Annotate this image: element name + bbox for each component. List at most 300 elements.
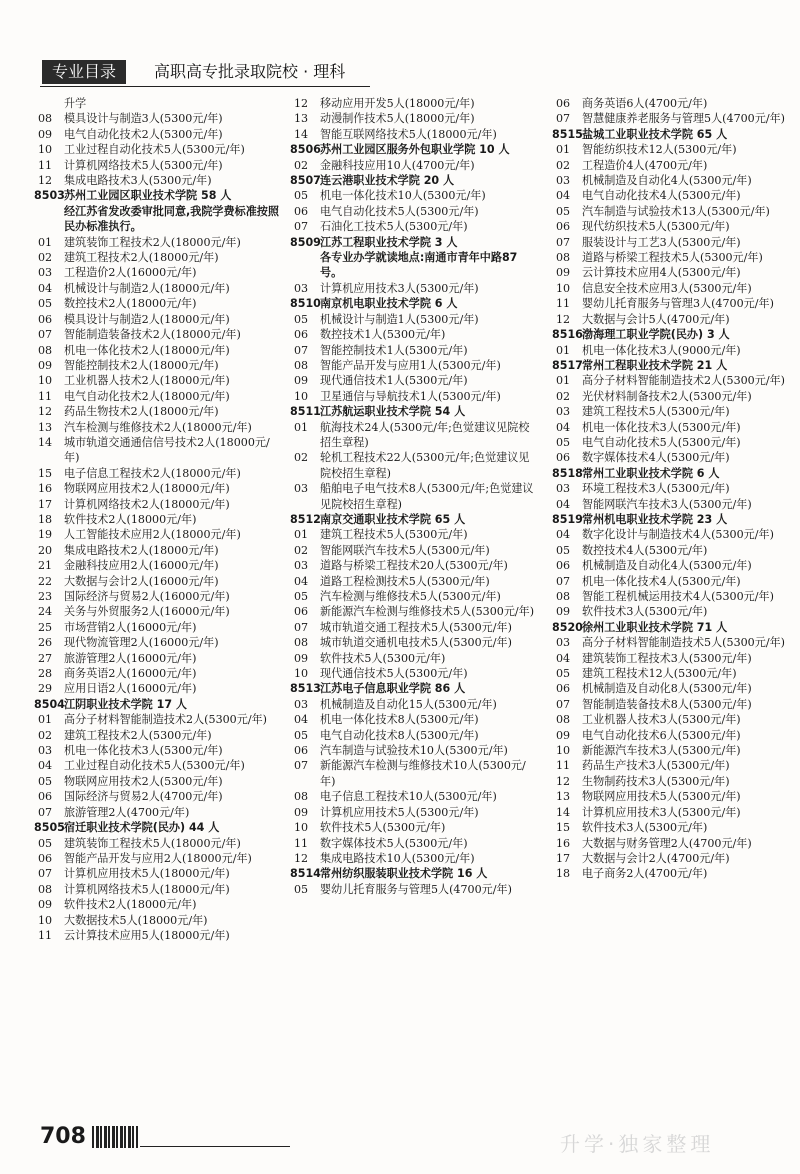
major-entry <box>552 805 794 820</box>
major-entry <box>34 343 282 358</box>
major-entry <box>290 219 538 234</box>
major-entry <box>290 604 538 619</box>
major-code: 07 <box>556 235 571 249</box>
column-3 <box>552 96 794 882</box>
major-text: 机电一体化技术3人(5300元/年) <box>64 744 223 758</box>
major-code: 01 <box>556 343 571 357</box>
major-code: 08 <box>294 790 309 804</box>
school-name: 渤海理工职业学院(民办) 3 人 <box>582 328 730 342</box>
major-code: 04 <box>556 420 571 434</box>
major-entry <box>552 450 794 465</box>
major-text: 新能源汽车技术3人(5300元/年) <box>582 744 741 758</box>
school-code: 8512 <box>290 512 321 526</box>
major-entry <box>552 343 794 358</box>
major-text: 软件技术2人(18000元/年) <box>64 898 197 912</box>
major-text: 电气自动化技术2人(5300元/年) <box>64 127 223 141</box>
major-code: 04 <box>556 497 571 511</box>
major-entry <box>34 466 282 481</box>
major-code: 07 <box>294 343 309 357</box>
major-entry <box>290 728 538 743</box>
major-code: 04 <box>294 713 309 727</box>
school-code: 8505 <box>34 821 65 835</box>
major-text: 新能源汽车检测与维修技术5人(5300元/年) <box>320 605 535 619</box>
major-code: 17 <box>556 851 571 865</box>
school-name: 盐城工业职业技术学院 65 人 <box>582 127 728 141</box>
major-code: 03 <box>294 482 309 496</box>
major-entry <box>552 820 794 835</box>
watermark: 升学·独家整理 <box>560 1132 715 1156</box>
school-name: 常州工业职业技术学院 6 人 <box>582 466 720 480</box>
major-text: 模具设计与制造3人(5300元/年) <box>64 112 223 126</box>
major-code: 04 <box>556 189 571 203</box>
major-code: 08 <box>556 713 571 727</box>
major-text: 机电一体化技术4人(5300元/年) <box>582 574 741 588</box>
major-code: 06 <box>294 328 309 342</box>
school-heading <box>290 142 538 157</box>
major-code: 14 <box>38 435 53 449</box>
major-entry <box>552 158 794 173</box>
footer-rule <box>140 1146 290 1147</box>
major-text: 电子商务2人(4700元/年) <box>582 867 708 881</box>
major-code: 02 <box>38 251 53 265</box>
major-entry <box>34 681 282 696</box>
major-entry <box>552 681 794 696</box>
major-text: 环境工程技术3人(5300元/年) <box>582 482 730 496</box>
major-entry <box>290 589 538 604</box>
major-entry <box>552 789 794 804</box>
major-code: 02 <box>556 389 571 403</box>
major-entry <box>34 882 282 897</box>
major-text: 关务与外贸服务2人(16000元/年) <box>64 605 230 619</box>
major-entry <box>552 281 794 296</box>
major-text: 大数据技术5人(18000元/年) <box>64 913 208 927</box>
major-entry <box>552 235 794 250</box>
major-entry <box>34 712 282 727</box>
major-code: 06 <box>556 682 571 696</box>
major-entry <box>552 589 794 604</box>
major-text: 电气自动化技术5人(5300元/年) <box>320 204 479 218</box>
major-code: 06 <box>294 744 309 758</box>
major-entry <box>552 774 794 789</box>
major-text: 电气自动化技术2人(18000元/年) <box>64 389 230 403</box>
school-name: 连云港职业技术学院 20 人 <box>320 174 455 188</box>
column-2 <box>290 96 538 897</box>
school-code: 8518 <box>552 466 583 480</box>
column-1 <box>34 96 282 943</box>
major-code: 13 <box>556 790 571 804</box>
major-text: 机械制造及自动化4人(5300元/年) <box>582 174 752 188</box>
major-entry <box>290 111 538 126</box>
major-entry <box>290 358 538 373</box>
major-text: 现代通信技术5人(5300元/年) <box>320 667 468 681</box>
major-text: 智能产品开发与应用1人(5300元/年) <box>320 358 501 372</box>
major-code: 09 <box>294 651 309 665</box>
school-name: 江阴职业技术学院 17 人 <box>64 697 188 711</box>
major-code: 03 <box>556 174 571 188</box>
major-code: 06 <box>556 220 571 234</box>
major-code: 16 <box>38 482 53 496</box>
major-entry <box>552 312 794 327</box>
major-entry <box>34 589 282 604</box>
major-code: 18 <box>38 512 53 526</box>
major-entry <box>552 558 794 573</box>
major-code: 04 <box>38 281 53 295</box>
major-code: 09 <box>556 605 571 619</box>
page-header <box>42 60 352 86</box>
major-code: 07 <box>294 759 309 773</box>
major-text: 机械设计与制造2人(18000元/年) <box>64 281 230 295</box>
major-text: 旅游管理2人(4700元/年) <box>64 805 190 819</box>
school-heading <box>290 866 538 881</box>
major-text: 物联网应用技术2人(5300元/年) <box>64 774 223 788</box>
major-text: 汽车检测与维修技术5人(5300元/年) <box>320 590 501 603</box>
school-heading <box>290 681 538 696</box>
major-code: 03 <box>38 744 53 758</box>
major-code: 03 <box>294 697 309 711</box>
major-entry <box>552 866 794 881</box>
major-entry <box>552 836 794 851</box>
major-text: 信息安全技术应用3人(5300元/年) <box>582 281 752 295</box>
major-text: 机电一体化技术2人(18000元/年) <box>64 343 230 357</box>
school-heading <box>34 188 282 203</box>
major-code: 12 <box>38 405 53 419</box>
major-entry <box>290 527 538 542</box>
major-entry <box>290 373 538 388</box>
major-entry <box>34 651 282 666</box>
major-code: 08 <box>294 358 309 372</box>
major-code: 17 <box>38 497 53 511</box>
school-code: 8520 <box>552 620 583 634</box>
major-entry <box>552 111 794 126</box>
major-code: 13 <box>294 112 309 126</box>
school-heading <box>290 512 538 527</box>
major-text: 工业过程自动化技术5人(5300元/年) <box>64 759 245 773</box>
major-text: 旅游管理2人(16000元/年) <box>64 651 197 665</box>
school-heading <box>552 358 794 373</box>
major-entry <box>34 666 282 681</box>
major-text: 软件技术3人(5300元/年) <box>582 821 708 835</box>
major-entry <box>552 173 794 188</box>
major-text: 电子信息工程技术2人(18000元/年) <box>64 466 241 480</box>
major-entry <box>290 620 538 635</box>
major-entry <box>34 497 282 512</box>
major-code: 09 <box>294 805 309 819</box>
major-entry <box>34 913 282 928</box>
major-entry <box>290 635 538 650</box>
major-text: 生物制药技术3人(5300元/年) <box>582 774 730 788</box>
school-code: 8510 <box>290 297 321 311</box>
major-text: 金融科技应用2人(16000元/年) <box>64 559 219 573</box>
major-text: 机电一体化技术8人(5300元/年) <box>320 713 479 727</box>
major-code: 01 <box>556 143 571 157</box>
major-entry <box>552 296 794 311</box>
major-entry <box>552 527 794 542</box>
major-code: 02 <box>294 158 309 172</box>
major-text: 工程造价4人(4700元/年) <box>582 158 708 172</box>
section-tag: 专业目录 <box>42 60 126 84</box>
school-name: 常州纺织服装职业技术学院 16 人 <box>320 867 488 881</box>
major-text: 国际经济与贸易2人(16000元/年) <box>64 590 230 603</box>
major-entry <box>552 373 794 388</box>
major-text: 机械设计与制造1人(5300元/年) <box>320 312 479 326</box>
major-code: 06 <box>38 312 53 326</box>
major-text: 建筑工程技术2人(18000元/年) <box>64 251 219 265</box>
major-text: 计算机网络技术2人(18000元/年) <box>64 497 230 511</box>
major-code: 08 <box>38 343 53 357</box>
major-entry <box>290 127 538 142</box>
major-text: 电气自动化技术8人(5300元/年) <box>320 728 479 742</box>
major-entry <box>552 604 794 619</box>
major-entry <box>552 420 794 435</box>
school-name: 宿迁职业技术学院(民办) 44 人 <box>64 821 220 835</box>
major-text: 药品生物技术2人(18000元/年) <box>64 405 219 419</box>
major-text: 电子信息工程技术10人(5300元/年) <box>320 790 497 804</box>
major-code: 11 <box>38 389 53 403</box>
major-entry <box>34 404 282 419</box>
major-entry <box>34 389 282 404</box>
major-code: 29 <box>38 682 53 696</box>
major-text: 建筑工程技术2人(5300元/年) <box>64 728 212 742</box>
major-code: 25 <box>38 620 53 634</box>
major-entry <box>34 358 282 373</box>
major-entry <box>34 512 282 527</box>
major-code: 10 <box>38 374 53 388</box>
major-text: 婴幼儿托育服务与管理5人(4700元/年) <box>320 882 512 896</box>
school-heading <box>34 820 282 835</box>
major-code: 05 <box>294 882 309 896</box>
major-code: 06 <box>294 204 309 218</box>
header-subtitle: 高职高专批录取院校 · 理科 <box>154 62 346 81</box>
major-text: 智能纺织技术12人(5300元/年) <box>582 143 737 157</box>
major-code: 08 <box>294 636 309 650</box>
major-text: 机械制造及自动化4人(5300元/年) <box>582 559 752 573</box>
major-code: 28 <box>38 667 53 681</box>
major-entry <box>552 389 794 404</box>
major-text: 应用日语2人(16000元/年) <box>64 682 197 696</box>
major-text: 服装设计与工艺3人(5300元/年) <box>582 235 741 249</box>
major-text: 电气自动化技术4人(5300元/年) <box>582 189 741 203</box>
major-text: 药品生产技术3人(5300元/年) <box>582 759 730 773</box>
school-code: 8517 <box>552 358 583 372</box>
school-name: 苏州工业园区服务外包职业学院 10 人 <box>320 143 510 157</box>
major-code: 12 <box>294 851 309 865</box>
major-text: 智能产品开发与应用2人(18000元/年) <box>64 851 252 865</box>
major-text: 工业机器人技术2人(18000元/年) <box>64 374 230 388</box>
major-text: 城市轨道交通通信信号技术2人(18000元/年) <box>64 435 270 465</box>
major-text: 大数据与财务管理2人(4700元/年) <box>582 836 752 850</box>
major-text: 软件技术2人(18000元/年) <box>64 512 197 526</box>
major-entry <box>34 96 282 111</box>
major-code: 12 <box>294 97 309 110</box>
major-entry <box>290 805 538 820</box>
major-code: 01 <box>294 528 309 542</box>
major-entry <box>34 789 282 804</box>
major-code: 02 <box>294 451 309 465</box>
major-code: 01 <box>38 713 53 727</box>
school-heading <box>290 296 538 311</box>
major-entry <box>34 728 282 743</box>
school-heading <box>290 235 538 250</box>
major-code: 10 <box>38 913 53 927</box>
major-text: 电气自动化技术5人(5300元/年) <box>582 435 741 449</box>
major-entry <box>34 373 282 388</box>
major-entry <box>552 758 794 773</box>
major-code: 23 <box>38 590 53 603</box>
major-entry <box>34 142 282 157</box>
school-code: 8504 <box>34 697 65 711</box>
major-entry <box>552 712 794 727</box>
major-entry <box>34 851 282 866</box>
major-text: 智能控制技术2人(18000元/年) <box>64 358 219 372</box>
major-text: 集成电路技术3人(5300元/年) <box>64 174 212 188</box>
major-entry <box>552 697 794 712</box>
major-code: 09 <box>38 127 53 141</box>
major-text: 模具设计与制造2人(18000元/年) <box>64 312 230 326</box>
major-entry <box>34 635 282 650</box>
major-entry <box>290 712 538 727</box>
major-text: 建筑工程技术5人(5300元/年) <box>320 528 468 542</box>
major-entry <box>552 188 794 203</box>
major-text: 城市轨道交通工程技术5人(5300元/年) <box>320 620 512 634</box>
school-code: 8515 <box>552 127 583 141</box>
major-code: 05 <box>38 297 53 311</box>
major-text: 机械制造及自动化8人(5300元/年) <box>582 682 752 696</box>
school-name: 江苏航运职业技术学院 54 人 <box>320 405 466 419</box>
major-code: 11 <box>38 158 53 172</box>
major-entry <box>290 666 538 681</box>
major-code: 05 <box>556 543 571 557</box>
major-code: 16 <box>556 836 571 850</box>
major-code: 04 <box>294 574 309 588</box>
major-entry <box>552 543 794 558</box>
major-text: 建筑装饰工程技术2人(18000元/年) <box>64 235 241 249</box>
major-code: 10 <box>38 143 53 157</box>
major-entry <box>34 928 282 943</box>
school-code: 8509 <box>290 235 321 249</box>
school-code: 8513 <box>290 682 321 696</box>
major-code: 06 <box>38 790 53 804</box>
major-text: 光伏材料制备技术2人(5300元/年) <box>582 389 752 403</box>
major-text: 动漫制作技术5人(18000元/年) <box>320 112 475 126</box>
major-text: 婴幼儿托育服务与管理3人(4700元/年) <box>582 297 774 311</box>
major-text: 计算机应用技术3人(5300元/年) <box>320 281 479 295</box>
major-entry <box>34 481 282 496</box>
major-code: 03 <box>556 636 571 650</box>
major-text: 汽车检测与维修技术2人(18000元/年) <box>64 420 252 434</box>
major-code: 24 <box>38 605 53 619</box>
major-code: 03 <box>38 266 53 280</box>
major-code: 06 <box>556 559 571 573</box>
major-entry <box>290 389 538 404</box>
major-entry <box>290 188 538 203</box>
major-entry <box>290 204 538 219</box>
major-code: 04 <box>556 528 571 542</box>
major-code: 07 <box>38 805 53 819</box>
major-code: 03 <box>556 482 571 496</box>
major-entry <box>290 836 538 851</box>
major-code: 02 <box>294 543 309 557</box>
major-text: 机电一体化技术10人(5300元/年) <box>320 189 486 203</box>
major-code: 05 <box>38 774 53 788</box>
school-code: 8514 <box>290 867 321 881</box>
major-entry <box>34 312 282 327</box>
major-text: 工业机器人技术3人(5300元/年) <box>582 713 741 727</box>
major-text: 计算机网络技术5人(18000元/年) <box>64 882 230 896</box>
major-entry <box>552 265 794 280</box>
major-text: 机电一体化技术3人(9000元/年) <box>582 343 741 357</box>
major-code: 01 <box>556 374 571 388</box>
major-code: 11 <box>556 759 571 773</box>
major-text: 高分子材料智能制造技术2人(5300元/年) <box>64 713 267 727</box>
major-text: 数字媒体技术4人(5300元/年) <box>582 451 730 465</box>
major-code: 09 <box>38 898 53 912</box>
major-code: 07 <box>38 328 53 342</box>
major-code: 04 <box>556 651 571 665</box>
major-code: 08 <box>38 882 53 896</box>
major-text: 智能互联网络技术5人(18000元/年) <box>320 127 497 141</box>
major-code: 12 <box>556 774 571 788</box>
major-code: 13 <box>38 420 53 434</box>
major-text: 电气自动化技术6人(5300元/年) <box>582 728 741 742</box>
major-entry <box>34 127 282 142</box>
major-text: 现代物流管理2人(16000元/年) <box>64 636 219 650</box>
school-heading <box>34 697 282 712</box>
major-text: 计算机网络技术5人(5300元/年) <box>64 158 223 172</box>
major-text: 高分子材料智能制造技术2人(5300元/年) <box>582 374 785 388</box>
major-text: 数控技术4人(5300元/年) <box>582 543 708 557</box>
major-entry <box>34 250 282 265</box>
major-text: 机电一体化技术3人(5300元/年) <box>582 420 741 434</box>
major-entry <box>34 620 282 635</box>
major-code: 22 <box>38 574 53 588</box>
major-code: 05 <box>556 204 571 218</box>
major-code: 05 <box>294 728 309 742</box>
major-entry <box>290 651 538 666</box>
major-text: 道路与桥梁工程技术20人(5300元/年) <box>320 559 508 573</box>
major-text: 计算机应用技术5人(18000元/年) <box>64 867 230 881</box>
major-entry <box>34 897 282 912</box>
major-code: 05 <box>294 590 309 603</box>
major-code: 08 <box>38 112 53 126</box>
major-text: 金融科技应用10人(4700元/年) <box>320 158 475 172</box>
barcode-decoration <box>92 1126 138 1148</box>
major-entry <box>34 435 282 466</box>
major-text: 高分子材料智能制造技术5人(5300元/年) <box>582 636 785 650</box>
school-code: 8507 <box>290 174 321 188</box>
major-entry <box>290 158 538 173</box>
major-text: 航海技术24人(5300元/年;色觉建议见院校招生章程) <box>320 420 530 449</box>
major-entry <box>290 343 538 358</box>
major-entry <box>34 774 282 789</box>
major-code: 20 <box>38 543 53 557</box>
major-code: 07 <box>294 220 309 234</box>
school-name: 常州工程职业技术学院 21 人 <box>582 358 728 372</box>
school-heading <box>290 404 538 419</box>
major-text: 大数据与会计2人(4700元/年) <box>582 851 730 865</box>
major-entry <box>290 96 538 111</box>
major-entry <box>552 142 794 157</box>
major-entry <box>552 435 794 450</box>
school-name: 江苏工程职业技术学院 3 人 <box>320 235 458 249</box>
major-text: 现代纺织技术5人(5300元/年) <box>582 220 730 234</box>
major-entry <box>552 481 794 496</box>
school-heading <box>290 173 538 188</box>
major-entry <box>290 481 538 512</box>
major-text: 软件技术3人(5300元/年) <box>582 605 708 619</box>
school-heading <box>552 512 794 527</box>
major-code: 05 <box>556 667 571 681</box>
major-code: 04 <box>38 759 53 773</box>
